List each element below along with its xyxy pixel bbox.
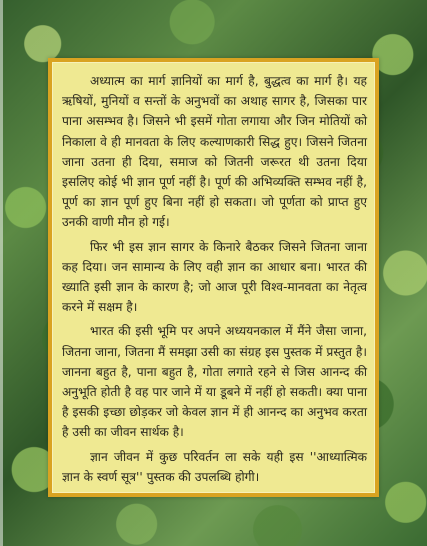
blurb-text-panel — [48, 58, 379, 497]
blurb-paragraph-1: अध्यात्म का मार्ग ज्ञानियों का मार्ग है, बुद्धत्व का मार्ग है। यह ऋषियों, मुनियों व सन्तों के अनुभवों का अथाह सागर है, जिसका पार पाना असम्भव है। जिसने भी इसमें गोता लगाया और जिन मोतियों को निकाला वे ही मानवता के लिए कल्याणकारी सिद्ध हुए। जिसने जितना जाना उतना ही दिया, समाज को जितनी जरूरत थी उतना दिया इसलिए कोई भी ज्ञान पूर्ण नहीं है। पूर्ण की अभिव्यक्ति सम्भव नहीं है, पूर्ण का ज्ञान पूर्ण हुए बिना नहीं हो सकता। जो पूर्णता को प्राप्त हुए उनकी वाणी मौन हो गई। — [62, 74, 367, 230]
blurb-paragraph-4: ज्ञान जीवन में कुछ परिवर्तन ला सके यही इस ''आध्यात्मिक ज्ञान के स्वर्ण सूत्र'' पुस्तक की उपलब्धि होगी। — [62, 449, 367, 484]
blurb-paragraph-2: फिर भी इस ज्ञान सागर के किनारे बैठकर जिसने जितना जाना कह दिया। जन सामान्य के लिए वही ज्ञान का आधार बना। भारत की ख्याति इसी ज्ञान के कारण है; जो आज पूरी विश्व-मानवता का नेतृत्व करने में सक्षम है। — [62, 239, 367, 315]
blurb-paragraph-3: भारत की इसी भूमि पर अपने अध्ययनकाल में मैंने जैसा जाना, जितना जाना, जितना मैं समझा उसी का संग्रह इस पुस्तक में प्रस्तुत है। जानना बहुत है, पाना बहुत है, गोता लगाते रहने से जिस आनन्द की अनुभूति होती है वह पार जाने में या डूबने में नहीं हो सकती। क्या पाना है इसकी इच्छा छोड़कर जो केवल ज्ञान में ही आनन्द का अनुभव करता है उसी का जीवन सार्थक है। — [62, 324, 367, 440]
